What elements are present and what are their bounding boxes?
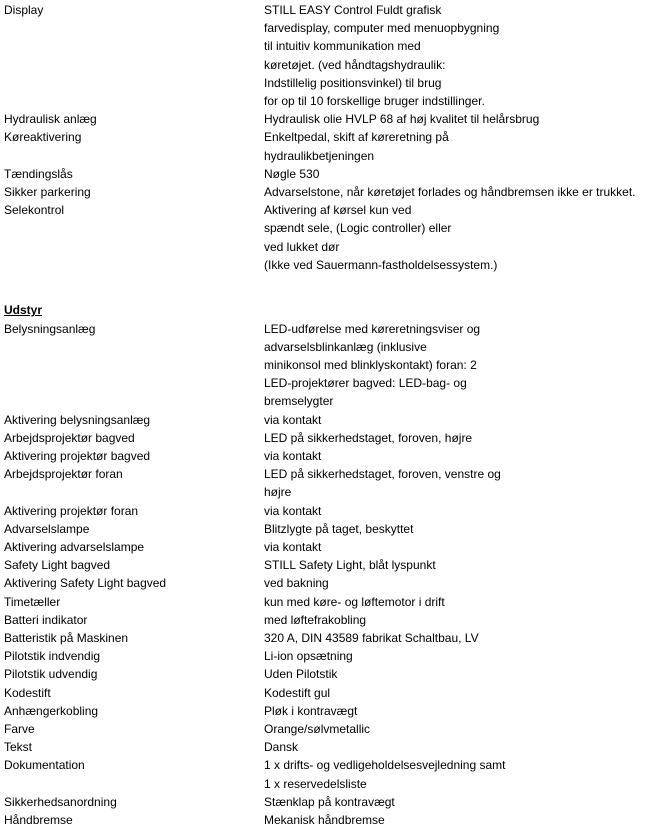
spec-row [0, 720, 649, 738]
spec-value-line: Pløk i kontravægt [264, 703, 358, 718]
spec-label: Aktivering projektør bagved [4, 448, 151, 463]
spec-label: Batteri indikator [4, 612, 88, 627]
spec-value-line: Orange/sølvmetallic [264, 721, 371, 736]
spec-label: Sikkerhedsanordning [4, 794, 117, 809]
spec-value-line: via kontakt [264, 412, 322, 427]
spec-row [0, 183, 649, 201]
spec-value [264, 128, 449, 164]
spec-value [264, 702, 357, 720]
spec-value-line: Nøgle 530 [264, 166, 320, 181]
spec-row [0, 447, 649, 465]
spec-value [264, 165, 319, 183]
spec-row [0, 684, 649, 702]
spec-value-line: Indstillelig positionsvinkel) til brug [264, 75, 442, 90]
spec-value [264, 201, 497, 274]
spec-label: Arbejdsprojektør bagved [4, 430, 135, 445]
spec-label: Håndbremse [4, 812, 73, 827]
spec-value-line: Mekanisk håndbremse [264, 812, 385, 827]
spec-label: Selekontrol [4, 203, 65, 218]
spec-label: Dokumentation [4, 758, 85, 773]
spec-label: Pilotstik indvendig [4, 649, 101, 664]
spec-value-line: hydraulikbetjeningen [264, 148, 375, 163]
spec-row [0, 629, 649, 647]
spec-row [0, 793, 649, 811]
spec-row [0, 556, 649, 574]
spec-row [0, 411, 649, 429]
spec-value [264, 110, 539, 128]
spec-value-line: køretøjet. (ved håndtagshydraulik: [264, 57, 446, 72]
spec-label: Safety Light bagved [4, 558, 111, 573]
spec-value [264, 447, 321, 465]
spec-value-line: STILL Safety Light, blåt lyspunkt [264, 558, 436, 573]
section-title: Udstyr [4, 303, 43, 318]
spec-value-line: bremselygter [264, 394, 334, 409]
spec-label: Timetæller [4, 594, 61, 609]
spec-label: Pilotstik udvendig [4, 667, 98, 682]
spec-value [264, 429, 472, 447]
spec-value [264, 811, 385, 829]
spec-label: Farve [4, 721, 35, 736]
spec-value-line: 1 x reservedelsliste [264, 776, 367, 791]
spec-label: Kodestift [4, 685, 51, 700]
spec-row [0, 201, 649, 272]
spec-value [264, 593, 445, 611]
spec-value-line: via kontakt [264, 503, 322, 518]
spec-value [264, 793, 395, 811]
spec-label: Display [4, 3, 44, 17]
spec-row [0, 702, 649, 720]
spec-value-line: spændt sele, (Logic controller) eller [264, 221, 452, 236]
spec-value-line: med løftefrakobling [264, 612, 367, 627]
spec-value [264, 720, 370, 738]
spec-value [264, 665, 337, 683]
spec-row [0, 110, 649, 128]
spec-row [0, 1, 649, 109]
spec-value-line: LED på sikkerhedstaget, foroven, venstre og [264, 467, 501, 482]
spec-value-line: Li-ion opsætning [264, 649, 353, 664]
spec-row [0, 538, 649, 556]
spec-value-line: ved lukket dør [264, 239, 340, 254]
spec-label: Advarselslampe [4, 521, 90, 536]
spec-value-line: Dansk [264, 740, 299, 755]
spec-row [0, 128, 649, 163]
spec-value [264, 1, 499, 110]
spec-row [0, 574, 649, 592]
spec-value-line: advarselsblinkanlæg (inklusive [264, 339, 427, 354]
spec-value-line: via kontakt [264, 448, 322, 463]
spec-row [0, 738, 649, 756]
spec-label: Aktivering Safety Light bagved [4, 576, 167, 591]
spec-label: Aktivering advarselslampe [4, 539, 145, 554]
spec-row [0, 165, 649, 183]
spec-label: Aktivering projektør foran [4, 503, 139, 518]
spec-value [264, 538, 321, 556]
spec-row [0, 320, 649, 409]
spec-value-line: LED på sikkerhedstaget, foroven, højre [264, 430, 473, 445]
spec-value-line: højre [264, 485, 292, 500]
spec-value [264, 738, 298, 756]
spec-value-line: LED-projektører bagved: LED-bag- og [264, 376, 467, 391]
spec-row [0, 465, 649, 500]
spec-value-line: for op til 10 forskellige bruger indstillinger. [264, 94, 485, 109]
spec-value [264, 574, 329, 592]
spec-label: Aktivering belysningsanlæg [4, 412, 151, 427]
spec-value-line: via kontakt [264, 539, 322, 554]
spec-value [264, 465, 501, 501]
spec-value-line: STILL EASY Control Fuldt grafisk [264, 3, 442, 17]
spec-value-line: Kodestift gul [264, 685, 331, 700]
spec-value [264, 556, 436, 574]
spec-value-line: 1 x drifts- og vedligeholdelsesvejledning samt [264, 758, 506, 773]
spec-row [0, 502, 649, 520]
spec-value-line: ved bakning [264, 576, 329, 591]
spec-value-line: til intuitiv kommunikation med [264, 39, 421, 54]
spec-row [0, 611, 649, 629]
spec-value [264, 520, 413, 538]
spec-value [264, 756, 505, 792]
spec-value-line: LED-udførelse med køreretningsviser og [264, 321, 481, 336]
spec-row [0, 665, 649, 683]
spec-value-line: kun med køre- og løftemotor i drift [264, 594, 445, 609]
spec-value-line: Enkeltpedal, skift af køreretning på [264, 130, 449, 145]
spec-value-line: Advarselstone, når køretøjet forlades og håndbremsen ikke er trukket. [264, 185, 636, 199]
spec-value [264, 684, 330, 702]
spec-row [0, 593, 649, 611]
spec-value [264, 411, 321, 429]
spec-label: Sikker parkering [4, 185, 91, 199]
spec-value-line: Aktivering af kørsel kun ved [264, 203, 412, 218]
spec-label: Belysningsanlæg [4, 321, 96, 336]
spec-label: Tekst [4, 740, 33, 755]
spec-row [0, 756, 649, 791]
spec-value [264, 320, 480, 411]
spec-label: Hydraulisk anlæg [4, 112, 97, 127]
spec-value-line: Uden Pilotstik [264, 667, 338, 682]
spec-row [0, 520, 649, 538]
spec-label: Arbejdsprojektør foran [4, 467, 123, 482]
spec-value [264, 183, 636, 201]
spec-value-line: Hydraulisk olie HVLP 68 af høj kvalitet til helårsbrug [264, 112, 540, 127]
spec-value-line: 320 A, DIN 43589 fabrikat Schaltbau, LV [264, 630, 479, 645]
spec-row [0, 429, 649, 447]
spec-label: Anhængerkobling [4, 703, 99, 718]
spec-value-line: (Ikke ved Sauermann-fastholdelsessystem.) [264, 257, 498, 272]
spec-row [0, 647, 649, 665]
spec-value [264, 629, 479, 647]
spec-label: Batteristik på Maskinen [4, 630, 129, 645]
spec-value-line: Stænklap på kontravægt [264, 794, 395, 809]
spec-value [264, 502, 321, 520]
spec-value-line: minikonsol med blinklyskontakt) foran: 2 [264, 357, 477, 372]
spec-row [0, 811, 649, 829]
spec-value [264, 647, 353, 665]
spec-value [264, 611, 366, 629]
spec-label: Tændingslås [4, 166, 73, 181]
spec-value-line: farvedisplay, computer med menuopbygning [264, 21, 500, 36]
spec-label: Køreaktivering [4, 130, 82, 145]
spec-value-line: Blitzlygte på taget, beskyttet [264, 521, 414, 536]
